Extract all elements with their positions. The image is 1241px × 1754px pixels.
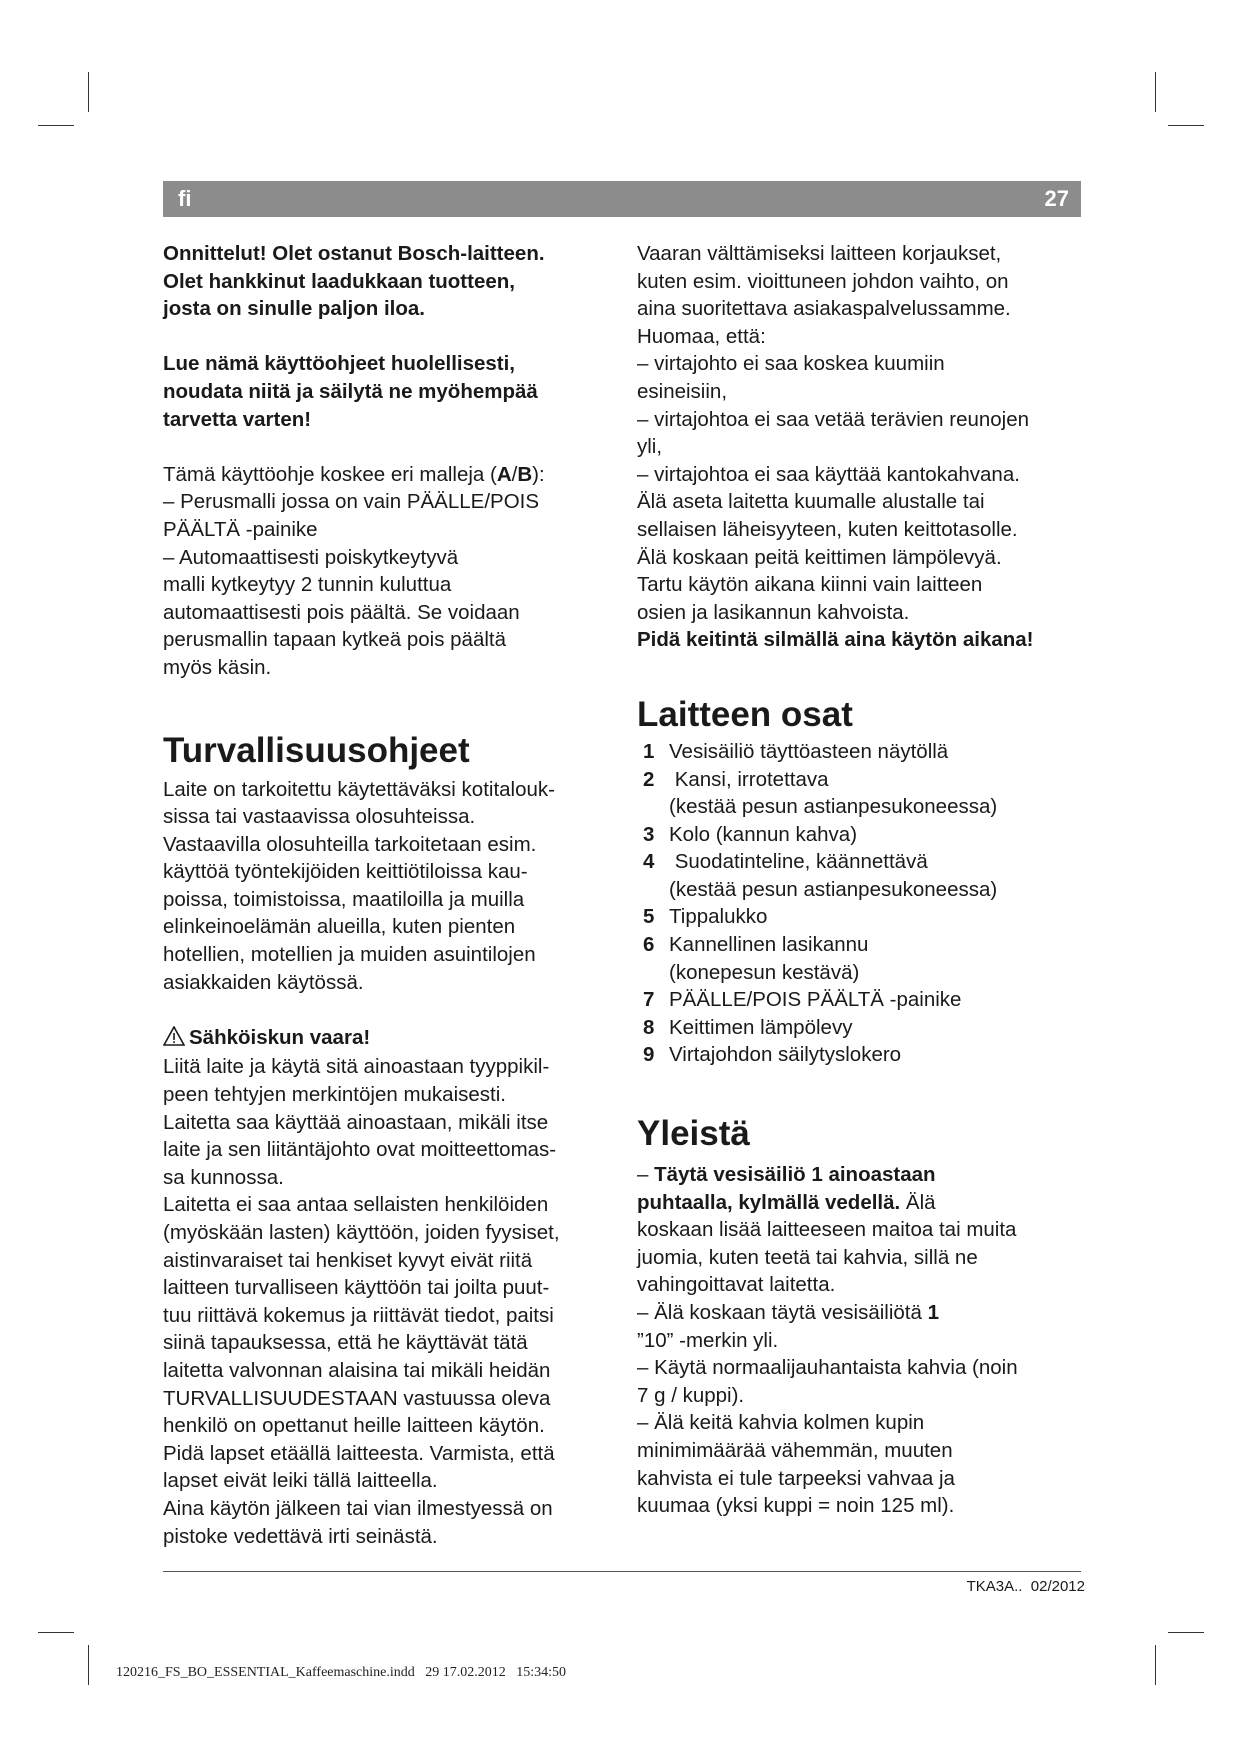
part-item: 4 Suodatinteline, käännettävä (kestää pesun astianpesukoneessa): [643, 850, 998, 901]
read-instructions-line: tarvetta varten!: [163, 407, 312, 431]
warning-text: tuu riittävä kokemus ja riittävät tiedot, paitsi: [163, 1303, 554, 1327]
warning-text: sa kunnossa.: [163, 1165, 284, 1189]
crop-mark: [38, 125, 74, 126]
safety-text: hotellien, motellien ja muiden asuintilojen: [163, 943, 536, 967]
danger-text: aina suoritettava asiakaspalvelussamme.: [637, 297, 1011, 321]
model-item: – Automaattisesti poiskytkeytyvä malli kytkeytyy 2 tunnin kuluttua automaattisesti pois päältä. Se voidaan perusmallin tapaan kytkeä pois päältä myös käsin.: [163, 545, 520, 679]
part-item: 9 Virtajohdon säilytyslokero: [643, 1043, 902, 1067]
part-item: 7 PÄÄLLE/POIS PÄÄLTÄ -painike: [643, 988, 962, 1012]
crop-mark: [88, 72, 89, 112]
warning-text: siinä tapauksessa, että he käyttävät tätä: [163, 1331, 528, 1355]
general-item: – Älä koskaan täytä vesisäiliötä 1 ”10” -merkin yli.: [637, 1301, 939, 1352]
warning-text: Liitä laite ja käytä sitä ainoastaan tyyppikil-: [163, 1055, 550, 1079]
danger-text: Vaaran välttämiseksi laitteen korjaukset,: [637, 242, 1002, 265]
safety-text: elinkeinoelämän alueilla, kuten pienten: [163, 915, 516, 939]
language-code: fi: [178, 186, 192, 211]
watch-warning: Pidä keitintä silmällä aina käytön aikana!: [637, 628, 1034, 652]
page-header: [163, 181, 1081, 217]
safety-text: poissa, toimistoissa, maatiloilla ja muilla: [163, 887, 525, 911]
warning-text: lapset eivät leiki tällä laitteella.: [163, 1469, 438, 1493]
read-instructions-line: Lue nämä käyttöohjeet huolellisesti,: [163, 352, 516, 376]
left-column: [163, 240, 613, 1550]
safety-text: käyttöä työntekijöiden keittiötiloissa kau-: [163, 860, 528, 884]
warning-text: (myöskään lasten) käyttöön, joiden fyysiset,: [163, 1221, 560, 1244]
usage-text: Älä koskaan peitä keittimen lämpölevyä.: [637, 545, 1002, 569]
safety-text: asiakkaiden käytössä.: [163, 970, 364, 994]
warning-text: TURVALLISUUDESTAAN vastuussa oleva: [163, 1386, 551, 1410]
cord-item: – virtajohtoa ei saa vetää terävien reunojen yli,: [637, 407, 1030, 459]
part-item: 8 Keittimen lämpölevy: [643, 1015, 853, 1039]
warning-text: laitetta valvonnan alaisina tai mikäli heidän: [163, 1358, 551, 1382]
part-item: 3 Kolo (kannun kahva): [643, 822, 858, 846]
warning-text: aistinvaraiset tai henkiset kyvyt eivät riitä: [163, 1248, 533, 1272]
page-number: 27: [1044, 186, 1069, 211]
read-instructions-line: noudata niitä ja säilytä ne myöhempää: [163, 379, 538, 403]
warning-text: Aina käytön jälkeen tai vian ilmestyessä on: [163, 1496, 553, 1520]
right-column: [637, 240, 1087, 1520]
section-title-general: Yleistä: [637, 1114, 750, 1154]
warning-text: Pidä lapset etäällä laitteesta. Varmista, että: [163, 1441, 555, 1465]
intro-line: Olet hankkinut laadukkaan tuotteen,: [163, 269, 515, 293]
part-item: 5 Tippalukko: [643, 905, 768, 929]
footer-rule: [163, 1571, 1081, 1572]
crop-mark: [1168, 1632, 1204, 1633]
general-item: – Täytä vesisäiliö 1 ainoastaan puhtaalla, kylmällä vedellä. Älä koskaan lisää laitteeseen maitoa tai muita juomia, kuten teetä tai kahvia, sillä ne vahingoittavat laitetta.: [637, 1163, 1017, 1297]
model-code: TKA3A.. 02/2012: [966, 1578, 1085, 1595]
part-item: 1 Vesisäiliö täyttöasteen näytöllä: [643, 739, 949, 763]
usage-text: sellaisen läheisyyteen, kuten keittotasolle.: [637, 517, 1018, 541]
section-title-parts: Laitteen osat: [637, 694, 853, 734]
models-intro: Tämä käyttöohje koskee eri malleja (A/B):: [163, 462, 545, 486]
crop-mark: [1155, 72, 1156, 112]
warning-heading: Sähköiskun vaara!: [163, 1024, 613, 1054]
warning-text: henkilö on opettanut heille laitteen käytön.: [163, 1414, 545, 1438]
safety-text: Vastaavilla olosuhteilla tarkoitetaan esim.: [163, 832, 537, 856]
danger-text: kuten esim. vioittuneen johdon vaihto, on: [637, 269, 1009, 293]
warning-text: Laitetta saa käyttää ainoastaan, mikäli itse: [163, 1110, 549, 1134]
cord-item: – virtajohto ei saa koskea kuumiin esineisiin,: [637, 352, 945, 403]
warning-text: pistoke vedettävä irti seinästä.: [163, 1524, 438, 1548]
intro-line: josta on sinulle paljon iloa.: [163, 297, 425, 321]
safety-text: sissa tai vastaavissa olosuhteissa.: [163, 805, 476, 829]
warning-triangle-icon: [163, 1026, 189, 1054]
part-item: 2 Kansi, irrotettava (kestää pesun astianpesukoneessa): [643, 767, 998, 819]
section-title-safety: Turvallisuusohjeet: [163, 730, 470, 770]
danger-text: Huomaa, että:: [637, 324, 766, 348]
crop-mark: [38, 1632, 74, 1633]
part-item: 6 Kannellinen lasikannu (konepesun kestävä): [643, 933, 869, 984]
model-item: – Perusmalli jossa on vain PÄÄLLE/POIS PÄÄLTÄ -painike: [163, 490, 540, 541]
crop-mark: [1155, 1645, 1156, 1685]
intro-line: Onnittelut! Olet ostanut Bosch-laitteen.: [163, 242, 545, 265]
cord-item: – virtajohtoa ei saa käyttää kantokahvana.: [637, 462, 1020, 486]
model-b: B: [517, 462, 533, 486]
warning-text: peen tehtyjen merkintöjen mukaisesti.: [163, 1083, 506, 1107]
crop-mark: [1168, 125, 1204, 126]
warning-text: Laitetta ei saa antaa sellaisten henkilöiden: [163, 1193, 549, 1217]
general-item: – Älä keitä kahvia kolmen kupin minimimäärää vähemmän, muuten kahvista ei tule tarpeeksi vahvaa ja kuumaa (yksi kuppi = noin 125 ml).: [637, 1411, 955, 1518]
usage-text: Älä aseta laitetta kuumalle alustalle tai: [637, 490, 985, 514]
safety-text: Laite on tarkoitettu käytettäväksi kotitalouk-: [163, 777, 555, 801]
usage-text: osien ja lasikannun kahvoista.: [637, 600, 910, 624]
warning-text: laitteen turvalliseen käyttöön tai joilta puut-: [163, 1276, 550, 1300]
print-slug: 120216_FS_BO_ESSENTIAL_Kaffeemaschine.indd 29 17.02.2012 15:34:50: [116, 1665, 567, 1680]
crop-mark: [88, 1645, 89, 1685]
model-a: A: [496, 462, 512, 486]
usage-text: Tartu käytön aikana kiinni vain laitteen: [637, 573, 983, 597]
warning-text: laite ja sen liitäntäjohto ovat moitteettomas-: [163, 1138, 557, 1162]
general-item: – Käytä normaalijauhantaista kahvia (noin 7 g / kuppi).: [637, 1356, 1018, 1407]
